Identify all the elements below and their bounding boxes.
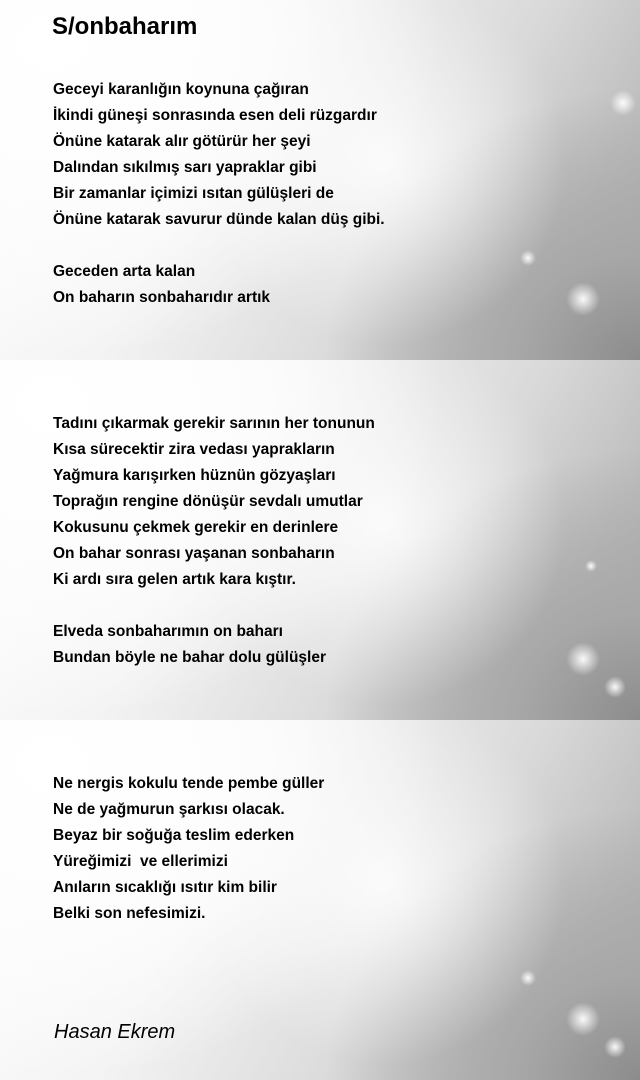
stanza xyxy=(53,619,326,671)
sparkle-decoration xyxy=(520,970,536,986)
poem-line: Ne nergis kokulu tende pembe güller xyxy=(53,775,325,792)
poem-line: Bundan böyle ne bahar dolu gülüşler xyxy=(53,649,326,666)
poem-line: Kokusunu çekmek gerekir en derinlere xyxy=(53,519,339,536)
poem-line: Ne de yağmurun şarkısı olacak. xyxy=(53,801,285,818)
author-signature: Hasan Ekrem xyxy=(54,1021,176,1043)
poem-line: İkindi güneşi sonrasında esen deli rüzgardır xyxy=(53,107,377,124)
sparkle-decoration xyxy=(610,90,636,116)
poem-panel-2 xyxy=(0,360,640,720)
poem-panel-3 xyxy=(0,720,640,1080)
stanza xyxy=(53,411,375,593)
poem-line: Geceyi karanlığın koynuna çağıran xyxy=(53,81,309,98)
sparkle-decoration xyxy=(604,1036,626,1058)
poem-line: On baharın sonbaharıdır artık xyxy=(53,289,271,306)
poem-line: Tadını çıkarmak gerekir sarının her tonunun xyxy=(53,415,375,432)
sparkle-decoration xyxy=(566,282,600,316)
poem-line: Belki son nefesimizi. xyxy=(53,905,206,922)
poem-panel-1 xyxy=(0,0,640,360)
poem-line: Geceden arta kalan xyxy=(53,263,196,280)
poem-line: Toprağın rengine dönüşür sevdalı umutlar xyxy=(53,493,363,510)
poem-line: Bir zamanlar içimizi ısıtan gülüşleri de xyxy=(53,185,334,202)
stanza xyxy=(53,259,270,311)
poem-line: Dalından sıkılmış sarı yapraklar gibi xyxy=(53,159,317,176)
stanza xyxy=(53,77,385,233)
poem-line: Kısa sürecektir zira vedası yaprakların xyxy=(53,441,335,458)
poem-line: Ki ardı sıra gelen artık kara kıştır. xyxy=(53,571,296,588)
poem-line: Önüne katarak savurur dünde kalan düş gibi. xyxy=(53,211,385,228)
poem-line: Elveda sonbaharımın on baharı xyxy=(53,623,283,640)
poem-line: On bahar sonrası yaşanan sonbaharın xyxy=(53,545,335,562)
sparkle-decoration xyxy=(566,642,600,676)
sparkle-decoration xyxy=(604,676,626,698)
sparkle-decoration xyxy=(585,560,597,572)
stanza xyxy=(53,771,324,927)
poem-line: Önüne katarak alır götürür her şeyi xyxy=(53,133,311,150)
poem-line: Anıların sıcaklığı ısıtır kim bilir xyxy=(53,879,277,896)
poem-title: S/onbaharım xyxy=(52,13,198,40)
poem-line: Beyaz bir soğuğa teslim ederken xyxy=(53,827,295,844)
sparkle-decoration xyxy=(566,1002,600,1036)
sparkle-decoration xyxy=(520,250,536,266)
poem-line: Yağmura karışırken hüznün gözyaşları xyxy=(53,467,336,484)
poem-line: Yüreğimizi ve ellerimizi xyxy=(53,853,228,870)
